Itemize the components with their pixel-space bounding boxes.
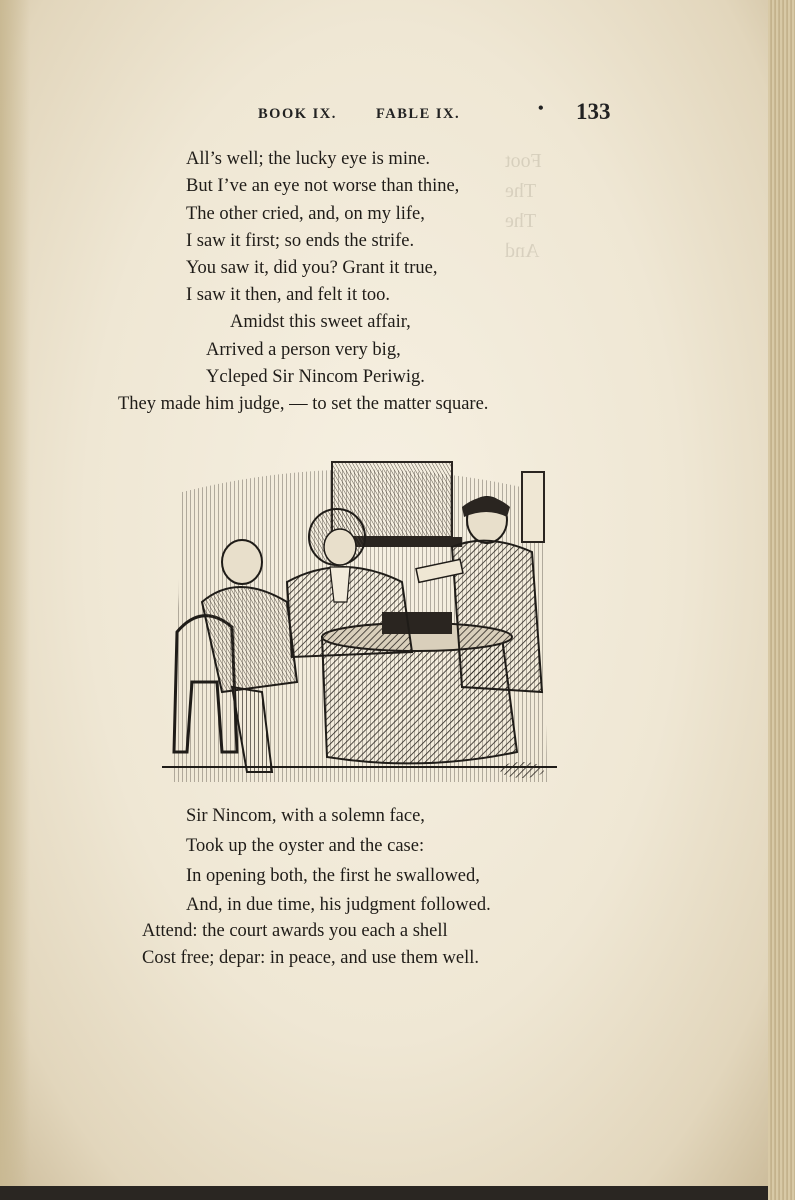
- show-through-text: And: [505, 240, 540, 262]
- verse-line: Took up the oyster and the case:: [186, 836, 425, 856]
- verse-line: But I’ve an eye not worse than thine,: [186, 176, 460, 196]
- header-book: BOOK IX.: [258, 106, 337, 122]
- page-number: 133: [576, 99, 611, 124]
- verse-line: In opening both, the first he swallowed,: [186, 866, 480, 886]
- engraving-judge-oyster-illustration: [162, 452, 557, 787]
- verse-line: They made him judge, — to set the matter square.: [118, 394, 489, 414]
- page-edges: [768, 0, 795, 1200]
- verse-line: I saw it first; so ends the strife.: [186, 231, 415, 251]
- show-through-text: The: [505, 210, 537, 232]
- verse-line: And, in due time, his judgment followed.: [186, 895, 491, 915]
- running-header: [258, 99, 618, 128]
- show-through-text: The: [505, 180, 537, 202]
- verse-line: Sir Nincom, with a solemn face,: [186, 806, 425, 826]
- page-gutter-shadow: [0, 0, 30, 1186]
- show-through-text: Foot: [505, 150, 542, 172]
- engraving-illustration: [162, 452, 557, 787]
- verse-line: All’s well; the lucky eye is mine.: [186, 149, 431, 169]
- verse-line: Attend: the court awards you each a shell: [142, 921, 448, 941]
- verse-line: The other cried, and, on my life,: [186, 204, 425, 224]
- verse-line: Ycleped Sir Nincom Periwig.: [206, 367, 425, 387]
- verse-line: Cost free; depar: in peace, and use them well.: [142, 948, 479, 968]
- verse-line: Amidst this sweet affair,: [230, 312, 411, 332]
- verse-line: You saw it, did you? Grant it true,: [186, 258, 438, 278]
- header-dot: •: [538, 100, 546, 117]
- verse-line: Arrived a person very big,: [206, 340, 401, 360]
- verse-line: I saw it then, and felt it too.: [186, 285, 390, 305]
- header-fable: FABLE IX.: [376, 106, 461, 122]
